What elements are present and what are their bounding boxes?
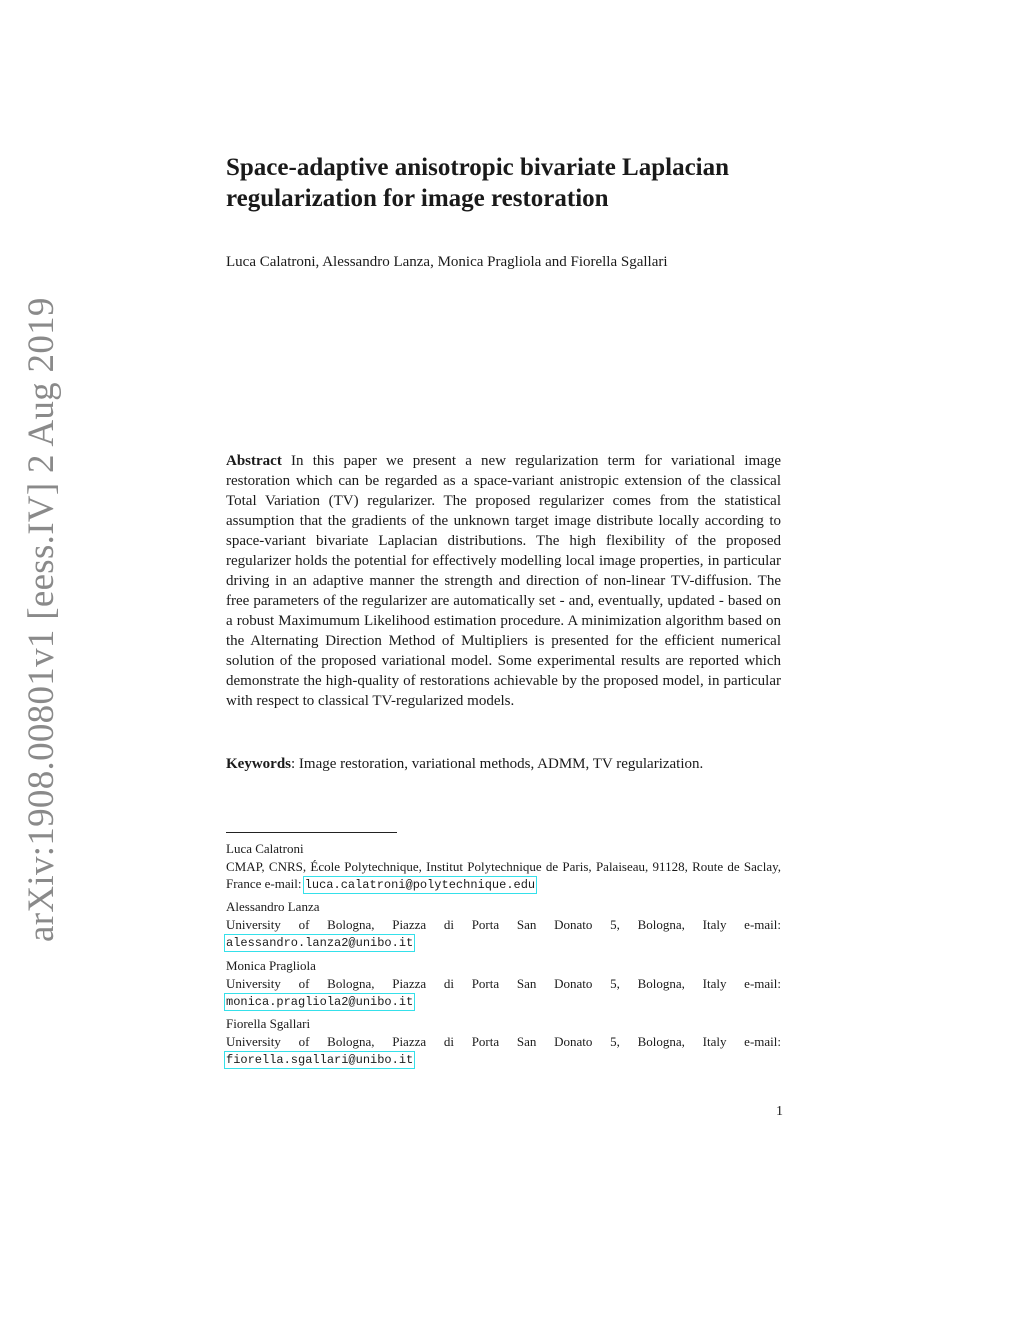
page-number: 1 bbox=[776, 1104, 783, 1119]
email-link-lanza[interactable]: alessandro.lanza2@unibo.it bbox=[226, 936, 414, 950]
affiliation-name: Luca Calatroni bbox=[226, 841, 304, 856]
paper-title-line-2: regularization for image restoration bbox=[226, 185, 609, 212]
affiliation-address: University of Bologna, Piazza di Porta San Donato 5, Bologna, Italy e-mail: bbox=[226, 1033, 781, 1049]
author-list: Luca Calatroni, Alessandro Lanza, Monica Pragliola and Fiorella Sgallari bbox=[226, 254, 668, 270]
affiliation-lanza bbox=[226, 898, 781, 953]
affiliation-calatroni bbox=[226, 840, 781, 895]
email-link-calatroni[interactable]: luca.calatroni@polytechnique.edu bbox=[304, 878, 536, 892]
arxiv-identifier: arXiv:1908.00801v1 [eess.IV] 2 Aug 2019 bbox=[21, 297, 62, 942]
email-link-pragliola[interactable]: monica.pragliola2@unibo.it bbox=[226, 995, 414, 1009]
affiliation-pragliola bbox=[226, 957, 781, 1012]
abstract-label: Abstract bbox=[226, 453, 282, 469]
affiliation-name: Fiorella Sgallari bbox=[226, 1016, 311, 1031]
keywords bbox=[226, 754, 781, 774]
footnote-divider bbox=[226, 832, 397, 833]
affiliation-name: Alessandro Lanza bbox=[226, 899, 320, 914]
keywords-label: Keywords bbox=[226, 756, 291, 772]
abstract bbox=[226, 451, 781, 711]
affiliation-address: CMAP, CNRS, École Polytechnique, Institut Polytechnique de Paris, Palaiseau, 91128, Route de Saclay, France e-mail: bbox=[226, 858, 781, 891]
keywords-text: : Image restoration, variational methods, ADMM, TV regularization. bbox=[291, 756, 704, 772]
abstract-text: In this paper we present a new regularization term for variational image restoration which can be regarded as a space-variant anistropic extension of the classical Total Variation (TV) regularizer. The proposed regularizer comes from the statistical assumption that the gradients of the unknown target image distribute locally according to space-variant bivariate Laplacian distributions. The high flexibility of the proposed regularizer holds the potential for effectively modelling local image properties, in particular driving in an adaptive manner the strength and direction of non-linear TV-diffusion. The free parameters of the regularizer are automatically set - and, eventually, updated - based on a robust Maximumum Likelihood estimation procedure. A minimization algorithm based on the Alternating Direction Method of Multipliers is presented for the efficient numerical solution of the proposed variational model. Some experimental results are reported which demonstrate the high-quality of restorations achievable by the proposed model, in particular with respect to classical TV-regularized models. bbox=[226, 453, 781, 709]
paper-title bbox=[226, 152, 826, 214]
affiliation-sgallari bbox=[226, 1015, 781, 1070]
affiliation-address: University of Bologna, Piazza di Porta San Donato 5, Bologna, Italy e-mail: bbox=[226, 975, 781, 991]
affiliation-address: University of Bologna, Piazza di Porta San Donato 5, Bologna, Italy e-mail: bbox=[226, 916, 781, 932]
email-link-sgallari[interactable]: fiorella.sgallari@unibo.it bbox=[226, 1053, 414, 1067]
paper-title-line-1: Space-adaptive anisotropic bivariate Laplacian bbox=[226, 154, 730, 181]
affiliation-name: Monica Pragliola bbox=[226, 958, 316, 973]
